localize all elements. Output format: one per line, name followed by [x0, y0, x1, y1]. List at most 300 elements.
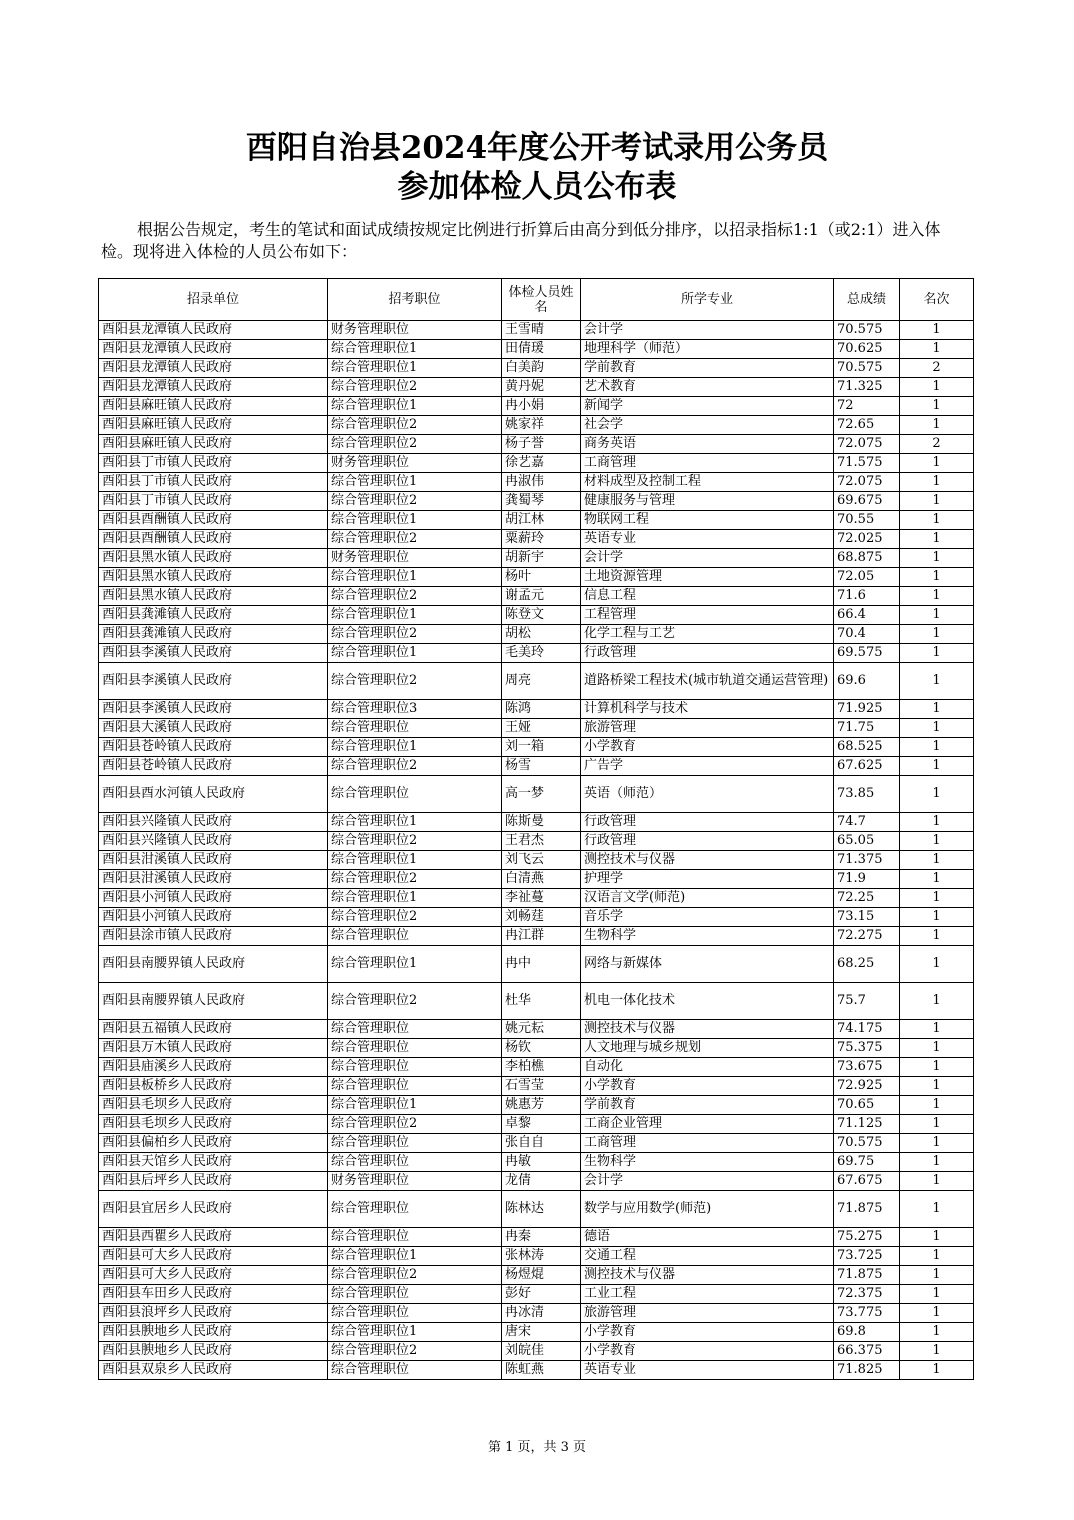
table-row — [99, 719, 974, 738]
cell-major: 行政管理 — [581, 832, 834, 851]
cell-rank: 1 — [900, 1285, 974, 1304]
cell-position: 综合管理职位2 — [328, 492, 502, 511]
cell-position: 综合管理职位 — [328, 1361, 502, 1380]
cell-score: 72 — [834, 397, 900, 416]
table-row — [99, 889, 974, 908]
cell-unit: 酉阳县双泉乡人民政府 — [99, 1361, 328, 1380]
cell-major: 物联网工程 — [581, 511, 834, 530]
cell-position: 综合管理职位 — [328, 927, 502, 946]
cell-unit: 酉阳县庙溪乡人民政府 — [99, 1058, 328, 1077]
cell-major: 学前教育 — [581, 1096, 834, 1115]
cell-position: 综合管理职位 — [328, 1191, 502, 1228]
cell-rank: 1 — [900, 870, 974, 889]
cell-unit: 酉阳县丁市镇人民政府 — [99, 492, 328, 511]
cell-score: 66.375 — [834, 1342, 900, 1361]
cell-position: 综合管理职位2 — [328, 587, 502, 606]
cell-name: 杨雪 — [502, 757, 581, 776]
table-row — [99, 983, 974, 1020]
cell-major: 化学工程与工艺 — [581, 625, 834, 644]
cell-rank: 1 — [900, 587, 974, 606]
cell-score: 72.05 — [834, 568, 900, 587]
cell-name: 白清燕 — [502, 870, 581, 889]
cell-position: 综合管理职位1 — [328, 738, 502, 757]
cell-score: 73.725 — [834, 1247, 900, 1266]
table-row — [99, 606, 974, 625]
cell-unit: 酉阳县大溪镇人民政府 — [99, 719, 328, 738]
cell-name: 彭好 — [502, 1285, 581, 1304]
cell-unit: 酉阳县酉水河镇人民政府 — [99, 776, 328, 813]
cell-position: 综合管理职位2 — [328, 757, 502, 776]
cell-unit: 酉阳县后坪乡人民政府 — [99, 1172, 328, 1191]
cell-position: 财务管理职位 — [328, 321, 502, 340]
cell-name: 粟薪玲 — [502, 530, 581, 549]
cell-name: 卓黎 — [502, 1115, 581, 1134]
cell-major: 测控技术与仪器 — [581, 1266, 834, 1285]
cell-name: 杨叶 — [502, 568, 581, 587]
cell-position: 综合管理职位2 — [328, 625, 502, 644]
cell-name: 陈虹燕 — [502, 1361, 581, 1380]
table-row — [99, 908, 974, 927]
table-row — [99, 1153, 974, 1172]
cell-unit: 酉阳县黑水镇人民政府 — [99, 568, 328, 587]
cell-rank: 1 — [900, 321, 974, 340]
cell-score: 72.25 — [834, 889, 900, 908]
cell-name: 徐艺嘉 — [502, 454, 581, 473]
cell-rank: 1 — [900, 1266, 974, 1285]
page-title-line2: 参加体检人员公布表 — [397, 169, 677, 205]
cell-major: 音乐学 — [581, 908, 834, 927]
cell-name: 胡江林 — [502, 511, 581, 530]
table-row — [99, 1266, 974, 1285]
cell-score: 72.025 — [834, 530, 900, 549]
cell-unit: 酉阳县可大乡人民政府 — [99, 1247, 328, 1266]
cell-unit: 酉阳县小河镇人民政府 — [99, 889, 328, 908]
cell-score: 75.7 — [834, 983, 900, 1020]
cell-rank: 1 — [900, 832, 974, 851]
cell-unit: 酉阳县兴隆镇人民政府 — [99, 813, 328, 832]
cell-score: 65.05 — [834, 832, 900, 851]
cell-name: 白美韵 — [502, 359, 581, 378]
cell-rank: 1 — [900, 397, 974, 416]
table-row — [99, 587, 974, 606]
table-row — [99, 1058, 974, 1077]
cell-rank: 1 — [900, 511, 974, 530]
table-row — [99, 397, 974, 416]
page-footer: 第 1 页，共 3 页 — [487, 1440, 587, 1455]
cell-major: 小学教育 — [581, 738, 834, 757]
cell-unit: 酉阳县板桥乡人民政府 — [99, 1077, 328, 1096]
cell-major: 英语专业 — [581, 530, 834, 549]
cell-rank: 1 — [900, 416, 974, 435]
table-row — [99, 1172, 974, 1191]
cell-position: 综合管理职位2 — [328, 870, 502, 889]
cell-rank: 1 — [900, 738, 974, 757]
cell-major: 测控技术与仪器 — [581, 851, 834, 870]
cell-name: 高一梦 — [502, 776, 581, 813]
cell-unit: 酉阳县龙潭镇人民政府 — [99, 359, 328, 378]
cell-name: 刘皖佳 — [502, 1342, 581, 1361]
cell-unit: 酉阳县麻旺镇人民政府 — [99, 397, 328, 416]
cell-unit: 酉阳县丁市镇人民政府 — [99, 473, 328, 492]
cell-position: 综合管理职位2 — [328, 1115, 502, 1134]
cell-position: 综合管理职位2 — [328, 908, 502, 927]
cell-score: 74.7 — [834, 813, 900, 832]
cell-unit: 酉阳县宜居乡人民政府 — [99, 1191, 328, 1228]
cell-score: 66.4 — [834, 606, 900, 625]
cell-position: 财务管理职位 — [328, 454, 502, 473]
cell-score: 71.325 — [834, 378, 900, 397]
table-row — [99, 435, 974, 454]
cell-position: 综合管理职位 — [328, 1058, 502, 1077]
cell-major: 数学与应用数学(师范) — [581, 1191, 834, 1228]
table-row — [99, 625, 974, 644]
table-row — [99, 1039, 974, 1058]
cell-name: 田倩瑗 — [502, 340, 581, 359]
table-row — [99, 644, 974, 663]
cell-unit: 酉阳县苍岭镇人民政府 — [99, 757, 328, 776]
cell-score: 67.625 — [834, 757, 900, 776]
cell-major: 英语专业 — [581, 1361, 834, 1380]
cell-rank: 1 — [900, 568, 974, 587]
cell-score: 68.875 — [834, 549, 900, 568]
table-row — [99, 321, 974, 340]
cell-position: 综合管理职位1 — [328, 1096, 502, 1115]
cell-position: 综合管理职位 — [328, 1020, 502, 1039]
cell-rank: 1 — [900, 1361, 974, 1380]
header-position: 招考职位 — [328, 279, 502, 321]
cell-unit: 酉阳县腴地乡人民政府 — [99, 1323, 328, 1342]
cell-position: 综合管理职位 — [328, 776, 502, 813]
cell-name: 陈鸿 — [502, 700, 581, 719]
cell-name: 刘一箱 — [502, 738, 581, 757]
cell-name: 唐宋 — [502, 1323, 581, 1342]
cell-major: 工商企业管理 — [581, 1115, 834, 1134]
table-row — [99, 1077, 974, 1096]
table-row — [99, 757, 974, 776]
cell-unit: 酉阳县酉酬镇人民政府 — [99, 530, 328, 549]
cell-unit: 酉阳县南腰界镇人民政府 — [99, 983, 328, 1020]
cell-name: 姚元耘 — [502, 1020, 581, 1039]
cell-name: 龙倩 — [502, 1172, 581, 1191]
cell-name: 李柏樵 — [502, 1058, 581, 1077]
cell-major: 会计学 — [581, 549, 834, 568]
cell-position: 综合管理职位 — [328, 1077, 502, 1096]
cell-major: 会计学 — [581, 321, 834, 340]
cell-rank: 1 — [900, 851, 974, 870]
cell-position: 综合管理职位1 — [328, 813, 502, 832]
cell-rank: 1 — [900, 1115, 974, 1134]
cell-name: 冉敏 — [502, 1153, 581, 1172]
cell-name: 陈斯曼 — [502, 813, 581, 832]
cell-name: 陈登文 — [502, 606, 581, 625]
cell-score: 68.25 — [834, 946, 900, 983]
cell-major: 生物科学 — [581, 927, 834, 946]
cell-position: 综合管理职位 — [328, 1153, 502, 1172]
cell-major: 材料成型及控制工程 — [581, 473, 834, 492]
cell-unit: 酉阳县李溪镇人民政府 — [99, 644, 328, 663]
table-row — [99, 1247, 974, 1266]
cell-major: 广告学 — [581, 757, 834, 776]
cell-position: 综合管理职位1 — [328, 473, 502, 492]
cell-major: 人文地理与城乡规划 — [581, 1039, 834, 1058]
cell-unit: 酉阳县龚滩镇人民政府 — [99, 606, 328, 625]
cell-major: 健康服务与管理 — [581, 492, 834, 511]
cell-name: 王雪晴 — [502, 321, 581, 340]
table-row — [99, 359, 974, 378]
cell-rank: 1 — [900, 454, 974, 473]
table-row — [99, 1361, 974, 1380]
table-row — [99, 663, 974, 700]
cell-position: 综合管理职位1 — [328, 1323, 502, 1342]
intro-paragraph: 根据公告规定，考生的笔试和面试成绩按规定比例进行折算后由高分到低分排序，以招录指标1:1（或2:1）进入体检。现将进入体检的人员公布如下： — [101, 220, 941, 261]
cell-name: 杨钦 — [502, 1039, 581, 1058]
cell-rank: 1 — [900, 1191, 974, 1228]
table-row — [99, 870, 974, 889]
table-row — [99, 927, 974, 946]
cell-rank: 1 — [900, 340, 974, 359]
cell-score: 71.875 — [834, 1191, 900, 1228]
cell-score: 70.4 — [834, 625, 900, 644]
header-score: 总成绩 — [834, 279, 900, 321]
cell-rank: 1 — [900, 1172, 974, 1191]
cell-score: 72.65 — [834, 416, 900, 435]
cell-name: 杨煜焜 — [502, 1266, 581, 1285]
cell-score: 69.575 — [834, 644, 900, 663]
cell-rank: 1 — [900, 946, 974, 983]
cell-rank: 1 — [900, 473, 974, 492]
table-row — [99, 832, 974, 851]
table-header-row — [99, 279, 974, 321]
cell-unit: 酉阳县麻旺镇人民政府 — [99, 435, 328, 454]
cell-name: 陈林达 — [502, 1191, 581, 1228]
cell-major: 自动化 — [581, 1058, 834, 1077]
table-row — [99, 1228, 974, 1247]
cell-score: 69.8 — [834, 1323, 900, 1342]
cell-score: 72.925 — [834, 1077, 900, 1096]
cell-score: 73.675 — [834, 1058, 900, 1077]
cell-major: 网络与新媒体 — [581, 946, 834, 983]
cell-score: 70.55 — [834, 511, 900, 530]
cell-score: 71.375 — [834, 851, 900, 870]
cell-rank: 1 — [900, 606, 974, 625]
cell-position: 综合管理职位1 — [328, 644, 502, 663]
cell-unit: 酉阳县万木镇人民政府 — [99, 1039, 328, 1058]
cell-major: 交通工程 — [581, 1247, 834, 1266]
cell-major: 旅游管理 — [581, 1304, 834, 1323]
cell-position: 综合管理职位 — [328, 1285, 502, 1304]
cell-unit: 酉阳县五福镇人民政府 — [99, 1020, 328, 1039]
cell-score: 71.575 — [834, 454, 900, 473]
cell-major: 护理学 — [581, 870, 834, 889]
cell-score: 74.175 — [834, 1020, 900, 1039]
cell-name: 冉中 — [502, 946, 581, 983]
cell-major: 英语（师范） — [581, 776, 834, 813]
cell-rank: 1 — [900, 757, 974, 776]
cell-score: 69.75 — [834, 1153, 900, 1172]
cell-score: 75.375 — [834, 1039, 900, 1058]
cell-score: 72.375 — [834, 1285, 900, 1304]
cell-unit: 酉阳县可大乡人民政府 — [99, 1266, 328, 1285]
cell-name: 冉秦 — [502, 1228, 581, 1247]
cell-major: 旅游管理 — [581, 719, 834, 738]
cell-major: 生物科学 — [581, 1153, 834, 1172]
table-row — [99, 568, 974, 587]
cell-score: 71.825 — [834, 1361, 900, 1380]
cell-rank: 1 — [900, 1096, 974, 1115]
cell-position: 综合管理职位2 — [328, 378, 502, 397]
cell-position: 综合管理职位1 — [328, 1247, 502, 1266]
cell-major: 小学教育 — [581, 1077, 834, 1096]
cell-name: 冉淑伟 — [502, 473, 581, 492]
cell-position: 综合管理职位1 — [328, 889, 502, 908]
cell-major: 学前教育 — [581, 359, 834, 378]
cell-unit: 酉阳县浪坪乡人民政府 — [99, 1304, 328, 1323]
cell-unit: 酉阳县南腰界镇人民政府 — [99, 946, 328, 983]
header-name: 体检人员姓名 — [502, 279, 581, 321]
cell-rank: 1 — [900, 1323, 974, 1342]
cell-unit: 酉阳县天馆乡人民政府 — [99, 1153, 328, 1172]
cell-name: 谢孟元 — [502, 587, 581, 606]
table-row — [99, 1134, 974, 1153]
cell-rank: 1 — [900, 1342, 974, 1361]
table-row — [99, 492, 974, 511]
table-row — [99, 1020, 974, 1039]
cell-name: 刘畅莛 — [502, 908, 581, 927]
cell-rank: 1 — [900, 908, 974, 927]
cell-unit: 酉阳县麻旺镇人民政府 — [99, 416, 328, 435]
cell-unit: 酉阳县黑水镇人民政府 — [99, 549, 328, 568]
cell-score: 72.075 — [834, 473, 900, 492]
cell-major: 工商管理 — [581, 1134, 834, 1153]
cell-position: 财务管理职位 — [328, 1172, 502, 1191]
cell-rank: 1 — [900, 1228, 974, 1247]
header-rank: 名次 — [900, 279, 974, 321]
cell-position: 综合管理职位2 — [328, 435, 502, 454]
cell-major: 行政管理 — [581, 644, 834, 663]
cell-score: 71.6 — [834, 587, 900, 606]
cell-rank: 1 — [900, 492, 974, 511]
cell-position: 综合管理职位 — [328, 1228, 502, 1247]
cell-major: 小学教育 — [581, 1342, 834, 1361]
table-row — [99, 530, 974, 549]
cell-position: 综合管理职位3 — [328, 700, 502, 719]
cell-score: 70.575 — [834, 1134, 900, 1153]
cell-position: 财务管理职位 — [328, 549, 502, 568]
cell-name: 冉小娟 — [502, 397, 581, 416]
cell-rank: 1 — [900, 1058, 974, 1077]
table-row — [99, 851, 974, 870]
cell-name: 王娅 — [502, 719, 581, 738]
cell-score: 71.75 — [834, 719, 900, 738]
cell-name: 刘飞云 — [502, 851, 581, 870]
cell-major: 行政管理 — [581, 813, 834, 832]
cell-name: 姚家祥 — [502, 416, 581, 435]
cell-rank: 1 — [900, 663, 974, 700]
cell-major: 道路桥梁工程技术(城市轨道交通运营管理) — [581, 663, 834, 700]
cell-major: 工商管理 — [581, 454, 834, 473]
cell-major: 工程管理 — [581, 606, 834, 625]
cell-unit: 酉阳县偏柏乡人民政府 — [99, 1134, 328, 1153]
cell-rank: 1 — [900, 700, 974, 719]
cell-unit: 酉阳县龚滩镇人民政府 — [99, 625, 328, 644]
cell-position: 综合管理职位 — [328, 1039, 502, 1058]
cell-score: 69.6 — [834, 663, 900, 700]
cell-name: 龚蜀琴 — [502, 492, 581, 511]
cell-major: 汉语言文学(师范) — [581, 889, 834, 908]
cell-score: 69.675 — [834, 492, 900, 511]
table-row — [99, 1342, 974, 1361]
cell-rank: 1 — [900, 625, 974, 644]
header-unit: 招录单位 — [99, 279, 328, 321]
cell-major: 新闻学 — [581, 397, 834, 416]
cell-unit: 酉阳县龙潭镇人民政府 — [99, 378, 328, 397]
cell-unit: 酉阳县泔溪镇人民政府 — [99, 870, 328, 889]
cell-position: 综合管理职位 — [328, 1304, 502, 1323]
cell-major: 社会学 — [581, 416, 834, 435]
cell-position: 综合管理职位2 — [328, 1266, 502, 1285]
cell-position: 综合管理职位2 — [328, 663, 502, 700]
cell-name: 黄丹妮 — [502, 378, 581, 397]
table-row — [99, 946, 974, 983]
cell-name: 冉江群 — [502, 927, 581, 946]
cell-score: 73.85 — [834, 776, 900, 813]
cell-name: 杨子誉 — [502, 435, 581, 454]
cell-major: 计算机科学与技术 — [581, 700, 834, 719]
table-row — [99, 454, 974, 473]
cell-rank: 1 — [900, 983, 974, 1020]
cell-rank: 1 — [900, 549, 974, 568]
cell-rank: 1 — [900, 813, 974, 832]
cell-unit: 酉阳县酉酬镇人民政府 — [99, 511, 328, 530]
cell-major: 土地资源管理 — [581, 568, 834, 587]
table-row — [99, 378, 974, 397]
cell-unit: 酉阳县李溪镇人民政府 — [99, 700, 328, 719]
cell-unit: 酉阳县毛坝乡人民政府 — [99, 1096, 328, 1115]
cell-rank: 1 — [900, 776, 974, 813]
table-row — [99, 813, 974, 832]
cell-unit: 酉阳县李溪镇人民政府 — [99, 663, 328, 700]
cell-score: 70.575 — [834, 359, 900, 378]
cell-major: 机电一体化技术 — [581, 983, 834, 1020]
cell-unit: 酉阳县龙潭镇人民政府 — [99, 321, 328, 340]
cell-score: 70.575 — [834, 321, 900, 340]
cell-position: 综合管理职位1 — [328, 397, 502, 416]
cell-rank: 1 — [900, 889, 974, 908]
cell-name: 张自自 — [502, 1134, 581, 1153]
table-row — [99, 1191, 974, 1228]
cell-name: 胡新宇 — [502, 549, 581, 568]
cell-major: 小学教育 — [581, 1323, 834, 1342]
table-row — [99, 1115, 974, 1134]
header-major: 所学专业 — [581, 279, 834, 321]
cell-major: 艺术教育 — [581, 378, 834, 397]
cell-score: 71.875 — [834, 1266, 900, 1285]
cell-rank: 1 — [900, 719, 974, 738]
cell-unit: 酉阳县兴隆镇人民政府 — [99, 832, 328, 851]
cell-rank: 1 — [900, 1153, 974, 1172]
cell-major: 测控技术与仪器 — [581, 1020, 834, 1039]
cell-position: 综合管理职位1 — [328, 340, 502, 359]
cell-position: 综合管理职位2 — [328, 832, 502, 851]
cell-position: 综合管理职位2 — [328, 1342, 502, 1361]
cell-major: 信息工程 — [581, 587, 834, 606]
cell-score: 70.625 — [834, 340, 900, 359]
cell-score: 71.925 — [834, 700, 900, 719]
cell-unit: 酉阳县黑水镇人民政府 — [99, 587, 328, 606]
table-row — [99, 738, 974, 757]
cell-name: 石雪莹 — [502, 1077, 581, 1096]
cell-name: 周亮 — [502, 663, 581, 700]
